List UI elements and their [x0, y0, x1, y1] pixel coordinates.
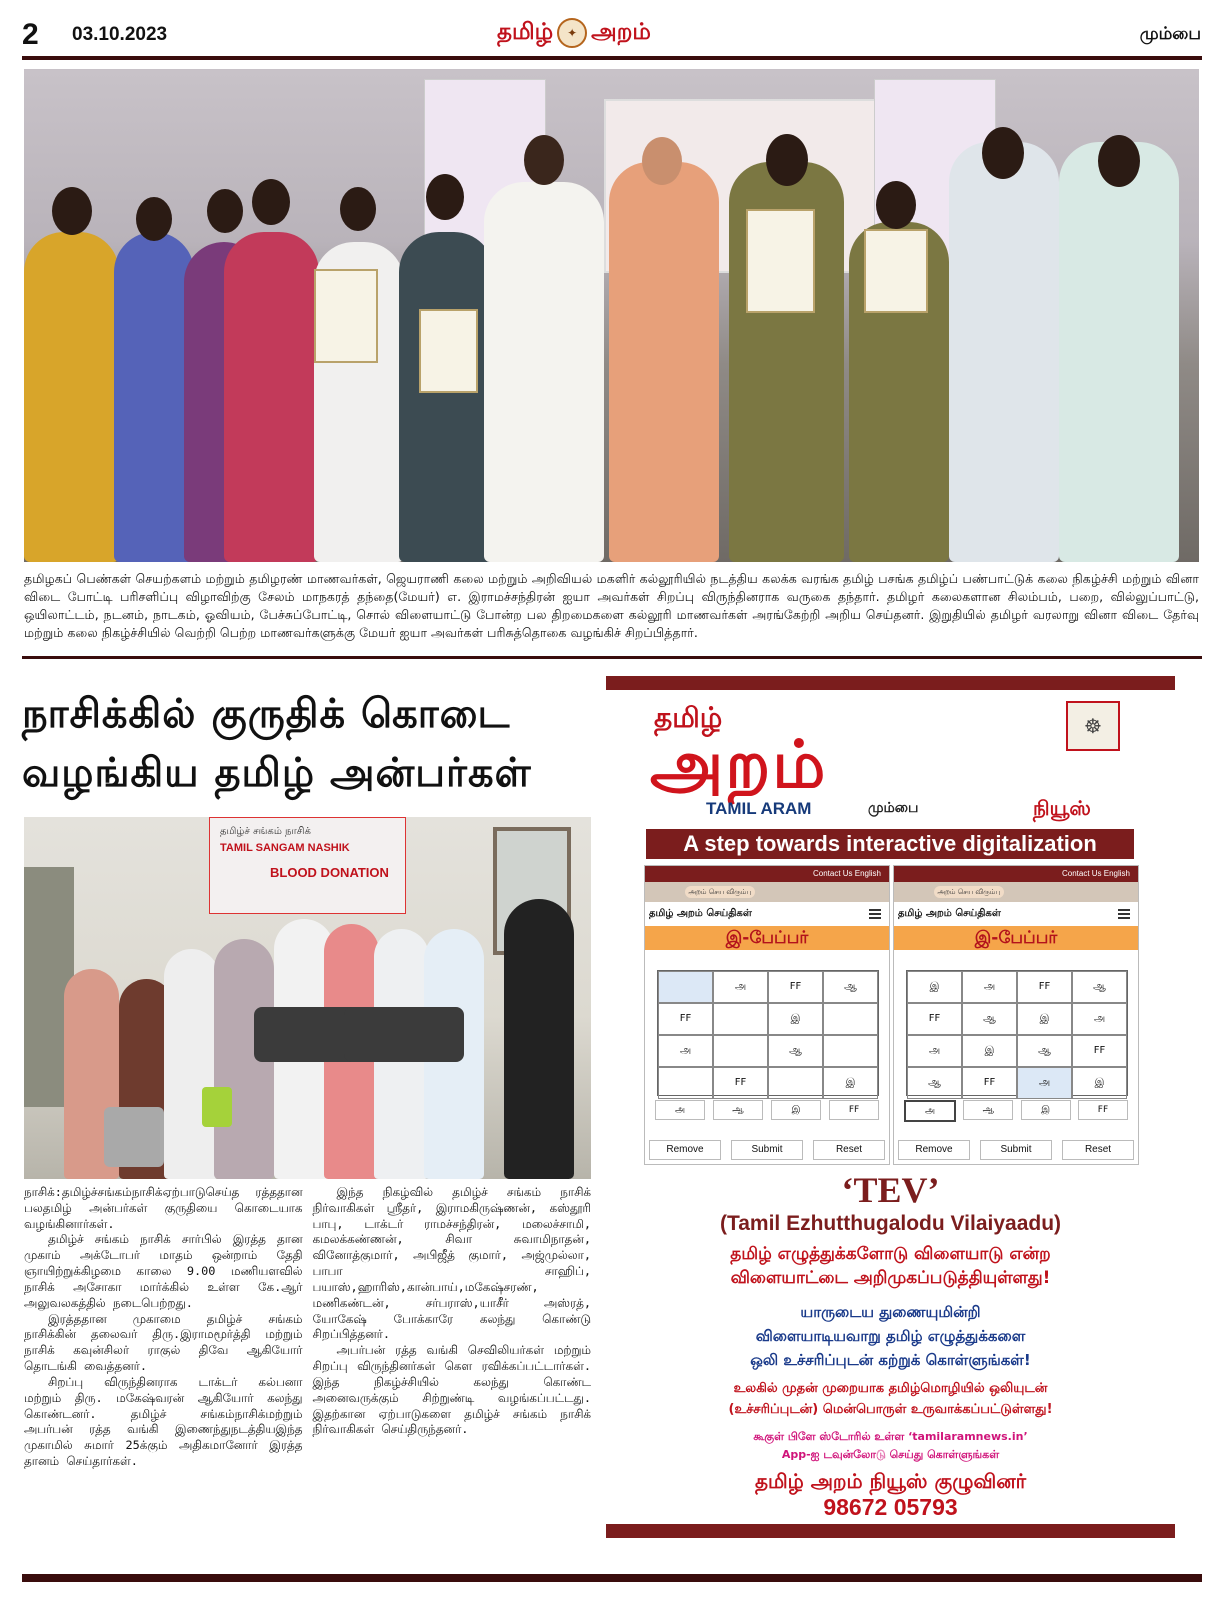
- blood-donation-photo: [24, 817, 591, 1179]
- ad-logo-english: TAMIL ARAM: [706, 799, 812, 818]
- grid-cell: இ: [907, 971, 962, 1003]
- ad-line: கூகுள் பிளே ஸ்டோரில் உள்ள ‘tamilaramnews.in’: [753, 1430, 1028, 1443]
- masthead-left: தமிழ்: [497, 18, 554, 45]
- bucket: [202, 1087, 232, 1127]
- article-paragraph: இரத்ததான முகாமை தமிழ்ச் சங்கம் நாசிக்கின் தலைவர் திரு.இராமமூர்த்தி மற்றும் நாசிக் கவுன்சிலர் ராகுல் திவே ஆகியோர் தொடங்கி வைத்தனர்.: [24, 1311, 303, 1374]
- headline-line-2: வழங்கிய தமிழ் அன்பர்கள்: [22, 750, 532, 797]
- ad-logo-tamil: தமிழ்: [654, 701, 723, 734]
- menu-icon: [1118, 909, 1130, 911]
- person-head: [1098, 135, 1140, 187]
- grid-cell: [768, 1067, 823, 1099]
- ad-line: யாருடைய துணையுமின்றி: [800, 1303, 981, 1321]
- grid-cell: அ: [962, 971, 1017, 1003]
- phone-topbar: Contact Us English: [894, 866, 1138, 882]
- grid-cell: [658, 971, 713, 1003]
- grid-cell: FF: [658, 1003, 713, 1035]
- ad-line: (உச்சரிப்புடன்) மென்பொருள் உருவாக்கப்பட்டுள்ளது!: [728, 1402, 1053, 1417]
- grid-cell: இ: [1017, 1003, 1072, 1035]
- grid-cell: [713, 1003, 768, 1035]
- ad-logo-news: நியூஸ்: [1033, 796, 1091, 820]
- person-head: [982, 127, 1024, 179]
- event-photo: [24, 69, 1199, 562]
- grid-cell: FF: [768, 971, 823, 1003]
- article-paragraph: அபர்பன் ரத்த வங்கி செவிலியர்கள் மற்றும் சிறப்பு விருந்தினர்கள் கௌ ரவிக்கப்பட்டார்கள். இந்த நிகழ்ச்சியில் கலந்து கொண்ட அனைவருக்கும் சிற்றுண்டி வழங்கப்பட்டது. இதற்கான ஏற்பாடுகளை தமிழ்ச் சங்கம் நாசிக் நிர்வாகிகள் செய்திருந்தனர்.: [312, 1343, 591, 1437]
- ad-tev-subtitle: (Tamil Ezhutthugalodu Vilaiyaadu): [719, 1212, 1062, 1235]
- person: [24, 232, 119, 562]
- person: [164, 949, 219, 1179]
- grid-cell: அ: [1072, 1003, 1127, 1035]
- grid-cell: ஆ: [768, 1035, 823, 1067]
- reset-button: Reset: [1062, 1140, 1134, 1160]
- grid-cell: [823, 1003, 878, 1035]
- letter-key: FF: [1078, 1100, 1128, 1120]
- letter-key: இ: [771, 1100, 821, 1120]
- letter-key: இ: [1021, 1100, 1071, 1120]
- grid-cell: FF: [1072, 1035, 1127, 1067]
- phone-pill: அறம் செய விரும்பு: [934, 886, 1004, 898]
- ad-line: App-ஐ டவுன்லோடு செய்து கொள்ளுங்கள்: [781, 1448, 1000, 1461]
- section-rule: [22, 656, 1202, 659]
- grid-cell: அ: [1017, 1067, 1072, 1099]
- certificate: [864, 229, 928, 313]
- grid-cell: அ: [713, 971, 768, 1003]
- phone-screenshot-left: [644, 865, 890, 1165]
- grid-cell: FF: [713, 1067, 768, 1099]
- ad-line: உலகில் முதன் முறையாக தமிழ்மொழியில் ஒலியுடன்: [733, 1381, 1048, 1396]
- person-head: [766, 134, 808, 186]
- letter-key: ஆ: [963, 1100, 1013, 1120]
- submit-button: Submit: [731, 1140, 803, 1160]
- photo-caption: தமிழகப் பெண்கள் செயற்களம் மற்றும் தமிழரண் மாணவர்கள், ஜெயராணி கலை மற்றும் அறிவியல் மகளிர் கல்லூரியில் நடத்திய கலக்க வரங்க தமிழ் பசங்க தமிழ்ப் பண்பாட்டுக் கலை நிகழ்ச்சி மற்றும் வினா விடை போட்டி பரிசளிப்பு விழாவிற்கு சேலம் மாநகரத் தந்தை(மேயர்) எ. இராமச்சந்திரன் ஐயா அவர்கள் சிறப்பு விருந்தினராக வருகை தந்தார். தமிழர் கலைகளான சிலம்பம், பறை, வில்லுப்பாட்டு, ஒயிலாட்டம், நடனம், நாடகம், ஓவியம், பேச்சுப்போட்டி, சொல் விளையாட்டு போன்ற பல திறமைகளை கல்லூரி மாணவர்கள் அரங்கேற்றி அறிய செய்தனர். இறுதியில் தமிழர் வரலாறு வினா விடை தேர்வு மற்றும் கலை நிகழ்ச்சியில் வெற்றி பெற்ற மாணவர்களுக்கு மேயர் ஐயா அவர்கள் பரிசுத்தொகை வழங்கிச் சிறப்பித்தார்.: [24, 571, 1199, 640]
- person: [484, 182, 604, 562]
- page-number: 2: [22, 18, 39, 51]
- grid-cell: அ: [658, 1035, 713, 1067]
- grid-cell: [823, 1035, 878, 1067]
- advertisement: [606, 676, 1175, 1544]
- letter-key: அ: [904, 1100, 956, 1122]
- article-paragraph: நாசிக்:தமிழ்ச்சங்கம்நாசிக்ஏற்பாடுசெய்த ரத்ததான பலதமிழ் அன்பர்கள் குருதியை கொடையாக வழங்கினார்கள்.: [24, 1185, 303, 1231]
- person: [114, 232, 194, 562]
- person: [1059, 142, 1179, 562]
- headline-line-1: நாசிக்கில் குருதிக் கொடை: [22, 691, 511, 737]
- phone-nav-title: தமிழ் அறம் செய்திகள்: [898, 908, 1001, 919]
- person-head: [642, 137, 682, 185]
- submit-button: Submit: [980, 1140, 1052, 1160]
- ad-logo-aram: அறம்: [650, 726, 828, 803]
- phone-nav: [645, 902, 889, 926]
- ad-phone-number: 98672 05793: [823, 1494, 958, 1520]
- remove-button: Remove: [649, 1140, 721, 1160]
- phone-epaper: இ-பேப்பர்: [894, 926, 1138, 950]
- person-head: [52, 187, 92, 235]
- banner-org-tamil: தமிழ்ச் சங்கம் நாசிக்: [220, 826, 311, 837]
- event-banner: [209, 817, 406, 914]
- header-rule: [22, 56, 1202, 60]
- story-headline: [22, 685, 592, 803]
- person-head: [207, 189, 243, 233]
- phone-subbar: [645, 882, 889, 902]
- person: [224, 232, 319, 562]
- banner-org-english: TAMIL SANGAM NASHIK: [220, 842, 350, 854]
- grid-cell: ஆ: [907, 1067, 962, 1099]
- person: [609, 162, 719, 562]
- masthead-right: அறம்: [591, 18, 651, 45]
- grid-cell: ஆ: [1072, 971, 1127, 1003]
- reset-button: Reset: [813, 1140, 885, 1160]
- person: [399, 232, 494, 562]
- certificate: [746, 209, 815, 313]
- letter-keys: [655, 1100, 879, 1120]
- ad-line: ஒலி உச்சரிப்புடன் கற்றுக் கொள்ளுங்கள்!: [750, 1351, 1031, 1369]
- letter-keys: [904, 1100, 1128, 1122]
- phone-subbar: [894, 882, 1138, 902]
- phone-nav: [894, 902, 1138, 926]
- grid-cell: இ: [823, 1067, 878, 1099]
- letter-grid: [906, 970, 1128, 1096]
- letter-key: அ: [655, 1100, 705, 1120]
- article-paragraph: சிறப்பு விருந்தினராக டாக்டர் கல்பனா மற்றும் திரு. மகேஷ்வரன் ஆகியோர் கலந்து கொண்டனர். தமிழ்ச் சங்கம்நாசிக்மற்றும் அபர்பன் ரத்த வங்கி இணைந்துநடத்தியஇந்த முகாமில் சுமார் 25க்கும் அதிகமானோர் இரத்த தானம் செய்தார்கள்.: [24, 1374, 303, 1469]
- grid-cell: இ: [962, 1035, 1017, 1067]
- phone-buttons: [649, 1140, 885, 1160]
- person-head: [252, 179, 290, 225]
- certificate: [419, 309, 478, 393]
- ad-line: விளையாடியவாறு தமிழ் எழுத்துக்களை: [755, 1327, 1026, 1345]
- phone-buttons: [898, 1140, 1134, 1160]
- donor-chair: [344, 1007, 464, 1062]
- person-head: [136, 197, 172, 241]
- person: [504, 899, 574, 1179]
- banner-event: BLOOD DONATION: [270, 865, 389, 880]
- issue-date: 03.10.2023: [72, 24, 168, 45]
- person: [949, 142, 1059, 562]
- grid-cell: ஆ: [962, 1003, 1017, 1035]
- ad-tagline: A step towards interactive digitalization: [646, 829, 1134, 859]
- edition-city: மும்பை: [1139, 24, 1201, 44]
- ad-team: தமிழ் அறம் நியூஸ் குழுவினர்: [754, 1469, 1027, 1493]
- letter-grid: [657, 970, 879, 1096]
- person-head: [426, 174, 464, 220]
- grid-cell: இ: [1072, 1067, 1127, 1099]
- seal-icon: ✦: [557, 18, 587, 48]
- grid-cell: FF: [1017, 971, 1072, 1003]
- phone-pill: அறம் செய விரும்பு: [685, 886, 755, 898]
- ad-line: தமிழ் எழுத்துக்களோடு விளையாடு என்ற: [730, 1244, 1051, 1264]
- footer-rule: [22, 1574, 1202, 1582]
- remove-button: Remove: [898, 1140, 970, 1160]
- article-paragraph: தமிழ்ச் சங்கம் நாசிக் சார்பில் இரத்த தான முகாம் அக்டோபர் மாதம் ஒன்றாம் தேதி ஞாயிற்றுக்கிழமை காலை 9.00 மணியளவில் நாசிக் அசோகா மார்க்கில் உள்ள கே.ஆர் அலுவலகத்தில் நடைபெற்றது.: [24, 1232, 303, 1310]
- seal-icon: ☸: [1066, 701, 1120, 751]
- person-head: [876, 181, 916, 229]
- grid-cell: [658, 1067, 713, 1099]
- grid-cell: ஆ: [823, 971, 878, 1003]
- masthead: [497, 18, 651, 48]
- grid-cell: FF: [907, 1003, 962, 1035]
- ad-line: விளையாட்டை அறிமுகப்படுத்தியுள்ளது!: [730, 1268, 1051, 1288]
- ad-logo-city: மும்பை: [868, 800, 919, 816]
- certificate: [314, 269, 378, 363]
- phone-screenshot-right: [893, 865, 1139, 1165]
- phone-nav-title: தமிழ் அறம் செய்திகள்: [649, 908, 752, 919]
- stool: [104, 1107, 164, 1167]
- letter-key: ஆ: [713, 1100, 763, 1120]
- ad-tev-title: ‘TEV’: [841, 1170, 940, 1210]
- person-head: [340, 187, 376, 231]
- person-head: [524, 135, 564, 185]
- article-body: [24, 1185, 591, 1560]
- grid-cell: FF: [962, 1067, 1017, 1099]
- phone-topbar: Contact Us English: [645, 866, 889, 882]
- grid-cell: ஆ: [1017, 1035, 1072, 1067]
- letter-key: FF: [829, 1100, 879, 1120]
- grid-cell: அ: [907, 1035, 962, 1067]
- phone-epaper: இ-பேப்பர்: [645, 926, 889, 950]
- ad-top-band: [606, 676, 1175, 690]
- menu-icon: [869, 909, 881, 911]
- ad-bottom-band: [606, 1524, 1175, 1538]
- grid-cell: [713, 1035, 768, 1067]
- article-paragraph: இந்த நிகழ்வில் தமிழ்ச் சங்கம் நாசிக் நிர்வாகிகள் ஸ்ரீதர், இராமகிருஷ்ணன், கஸ்தூரி பாபு, டாக்டர் ராமச்சந்திரன், மலைச்சாமி, கமலக்கண்ணன், சிவா சுவாமிநாதன், வினோத்குமார், அபிஜீத் குமார், அஜ்முல்லா, பாபா சாஹிப், பயாஸ்,ஹாரிஸ்,கான்பாய்,மகேஷ்சரண், மணிகண்டன், சர்பராஸ்,யாசீர் அஸ்ரத், யோகேஷ் போக்காரே கலந்து கொண்டு சிறப்பித்தனர்.: [312, 1185, 591, 1342]
- grid-cell: இ: [768, 1003, 823, 1035]
